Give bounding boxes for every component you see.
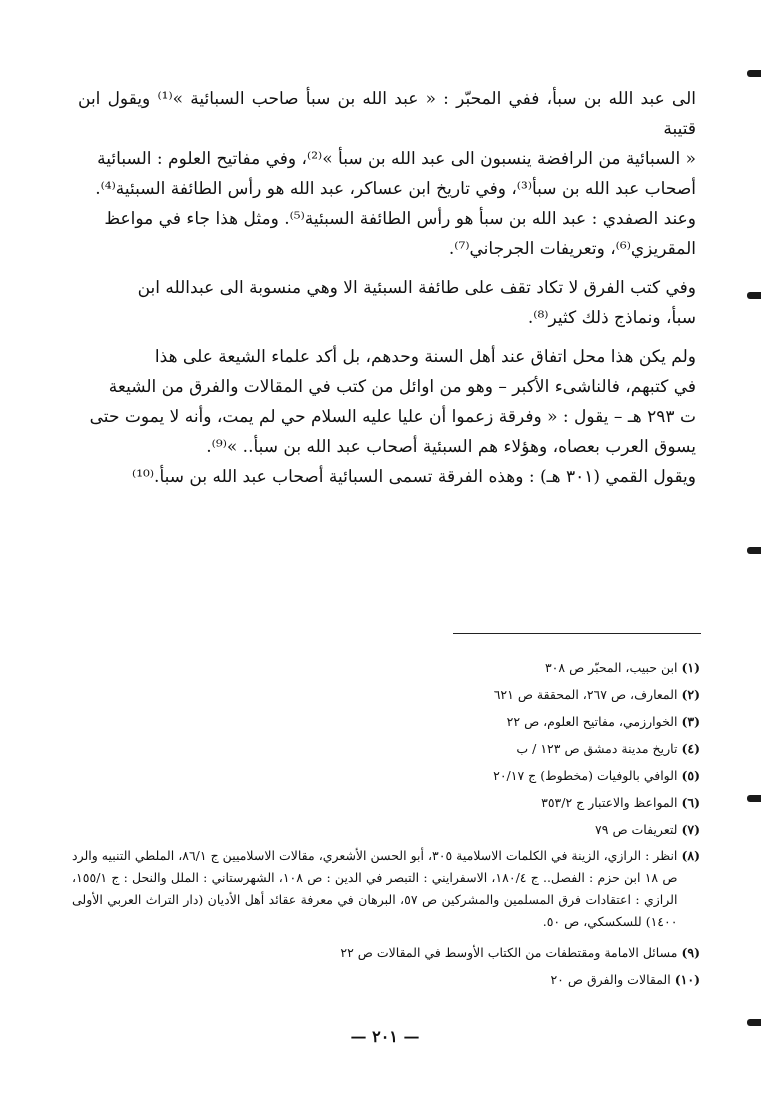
footnote [72, 764, 700, 787]
page-number: — ٢٠١ — [350, 1027, 420, 1046]
page-edge-mark [747, 795, 761, 802]
page-edge-mark [747, 292, 761, 299]
text-line: يسوق العرب بعصاه، وهؤلاء هم السبئية أصحاب عبد الله بن سبأ.. »⁽⁹⁾. [206, 437, 696, 457]
footnote [72, 683, 700, 706]
footnote-number: (٦) [681, 795, 700, 810]
footnote [72, 656, 700, 679]
page-edge-mark [747, 70, 761, 77]
paragraph-1 [78, 84, 696, 264]
footnote-separator [453, 633, 701, 634]
text-line: ت ٢٩٣ هـ – يقول : « وفرقة زعموا أن عليا عليه السلام حي لم يمت، وأنه لا يموت حتى [89, 407, 696, 427]
text-line: ولم يكن هذا محل اتفاق عند أهل السنة وحدهم، بل أكد علماء الشيعة على هذا [154, 347, 696, 367]
text-line: ويقول القمي (٣٠١ هـ) : وهذه الفرقة تسمى السبائية أصحاب عبد الله بن سبأ.⁽¹⁰⁾ [132, 467, 696, 487]
footnotes-list [72, 656, 700, 995]
footnote-number: (٩) [681, 945, 700, 960]
paragraph-2 [78, 273, 696, 333]
main-text [78, 84, 696, 492]
text-line: وعند الصفدي : عبد الله بن سبأ هو رأس الطائفة السبئية⁽⁵⁾. ومثل هذا جاء في مواعظ [104, 209, 696, 229]
footnote-number: (٣) [681, 714, 700, 729]
footnote-number: (٢) [681, 687, 700, 702]
footnote [72, 791, 700, 814]
footnote [72, 941, 700, 964]
footnote-text: انظر : الرازي، الزينة في الكلمات الاسلامية ٣٠٥، أبو الحسن الأشعري، مقالات الاسلاميين ج ٨٦/١، الملطي التنبيه والرد ص ١٨ ابن حزم : الفصل.. ج ١٨٠/٤، الاسفرايني : التبصر في الدين : ص ١٠٨، الشهرستاني : الملل والنحل : ج ١٥٥/١، الرازي : اعتقادات فرق المسلمين والمشركين ص ٥٧، البرهان في معرفة عقائد أهل الأديان (دار التراث العربي الأولى ١٤٠٠) للسكسكي، ص ٥٠. [72, 848, 678, 929]
footnote [72, 968, 700, 991]
paragraph-3 [78, 342, 696, 492]
text-line: « السبائية من الرافضة ينسبون الى عبد الله بن سبأ »⁽²⁾، وفي مفاتيح العلوم : السبائية [97, 149, 696, 169]
text-line: وفي كتب الفرق لا تكاد تقف على طائفة السبئية الا وهي منسوبة الى عبدالله ابن [137, 278, 696, 298]
footnote-number: (١٠) [674, 972, 700, 987]
footnote-number: (٨) [681, 848, 700, 863]
footnote-text: الوافي بالوفيات (مخطوط) ج ٢٠/١٧ [493, 768, 678, 783]
footnote [72, 737, 700, 760]
footnote-text: لتعريفات ص ٧٩ [595, 822, 678, 837]
page-edge-mark [747, 547, 761, 554]
footnote-number: (١) [681, 660, 700, 675]
footnote-text: ابن حبيب، المحبّر ص ٣٠٨ [544, 660, 678, 675]
footnote [72, 710, 700, 733]
footnote-number: (٧) [681, 822, 700, 837]
footnote [72, 818, 700, 841]
footnote-text: مسائل الامامة ومقتطفات من الكتاب الأوسط في المقالات ص ٢٢ [340, 945, 678, 960]
footnote-text: تاريخ مدينة دمشق ص ١٢٣ / ب [516, 741, 678, 756]
text-line: في كتبهم، فالناشىء الأكبر – وهو من اوائل من كتب في المقالات والفرق من الشيعة [108, 377, 696, 397]
footnote-number: (٥) [681, 768, 700, 783]
footnote [72, 845, 700, 933]
footnote-text: المعارف، ص ٢٦٧، المحققة ص ٦٢١ [493, 687, 678, 702]
text-line: الى عبد الله بن سبأ، ففي المحبّر : « عبد الله بن سبأ صاحب السبائية »⁽¹⁾ ويقول ابن قتيبة [78, 89, 696, 139]
text-line: أصحاب عبد الله بن سبأ⁽³⁾، وفي تاريخ ابن عساكر، عبد الله هو رأس الطائفة السبئية⁽⁴⁾. [95, 179, 696, 199]
text-line: سبأ، ونماذج ذلك كثير⁽⁸⁾. [527, 308, 696, 328]
footnote-text: المواعظ والاعتبار ج ٣٥٣/٢ [541, 795, 678, 810]
page-edge-mark [747, 1019, 761, 1026]
footnote-text: الخوارزمي، مفاتيح العلوم، ص ٢٢ [506, 714, 678, 729]
text-line: المقريزي⁽⁶⁾، وتعريفات الجرجاني⁽⁷⁾. [448, 239, 696, 259]
footnote-number: (٤) [681, 741, 700, 756]
footnote-text: المقالات والفرق ص ٢٠ [550, 972, 671, 987]
